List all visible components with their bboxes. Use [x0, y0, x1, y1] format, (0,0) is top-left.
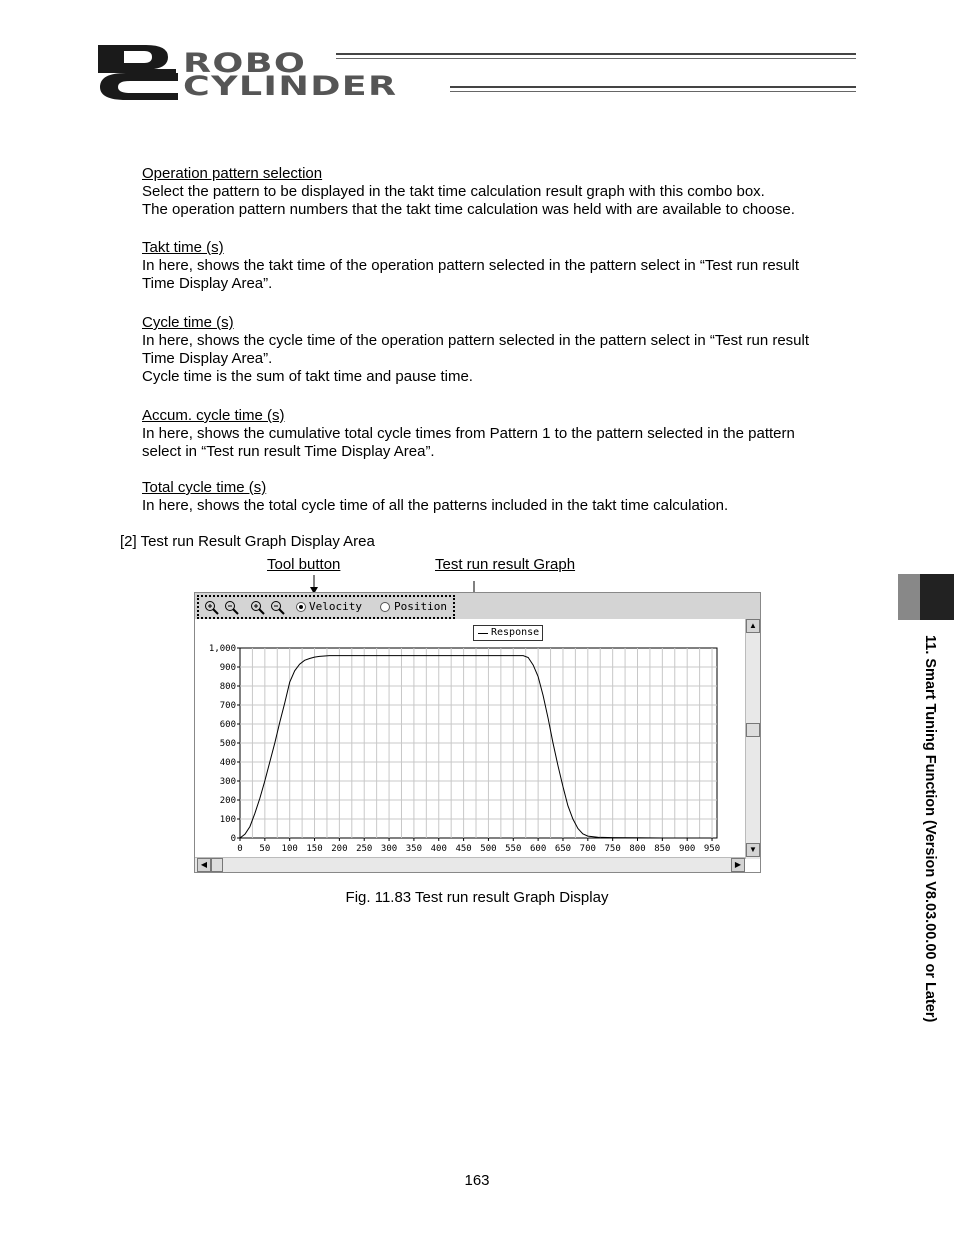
- y-tick-label: 600: [219, 720, 236, 730]
- x-tick-label: 100: [281, 844, 298, 854]
- legend-line-icon: [478, 633, 488, 634]
- rc-logo-icon: [96, 43, 180, 101]
- scroll-thumb[interactable]: [211, 858, 223, 872]
- x-tick-label: 400: [430, 844, 447, 854]
- x-tick-label: 650: [554, 844, 572, 854]
- x-tick-label: 700: [579, 844, 596, 854]
- zoom-out-x-icon[interactable]: [223, 599, 241, 615]
- section-2-title: [2] Test run Result Graph Display Area: [120, 533, 375, 550]
- section-line: In here, shows the total cycle time of all the patterns included in the takt time calculation.: [142, 497, 729, 514]
- section-line: In here, shows the cumulative total cycle times from Pattern 1 to the pattern selected in the pattern: [142, 425, 795, 442]
- figure-caption: Fig. 11.83 Test run result Graph Display: [345, 889, 609, 906]
- section-heading: Accum. cycle time (s): [142, 407, 285, 424]
- x-tick-label: 0: [237, 844, 243, 854]
- velocity-radio[interactable]: [296, 602, 306, 612]
- y-tick-label: 300: [219, 777, 236, 787]
- section-line: Time Display Area”.: [142, 275, 273, 292]
- y-tick-label: 100: [219, 815, 236, 825]
- section-line: The operation pattern numbers that the takt time calculation was held with are available to choose.: [142, 201, 795, 218]
- header-rule: [450, 86, 856, 88]
- chapter-tab: [920, 574, 954, 620]
- section-takt-time: [142, 239, 862, 293]
- velocity-label: Velocity: [309, 600, 362, 613]
- header-rule: [336, 58, 856, 59]
- callout-graph: Test run result Graph: [435, 556, 576, 573]
- y-tick-label: 0: [230, 834, 236, 844]
- section-line: select in “Test run result Time Display Area”.: [142, 443, 435, 460]
- section-heading: Total cycle time (s): [142, 479, 267, 496]
- section-heading: Takt time (s): [142, 239, 224, 256]
- x-tick-label: 200: [331, 844, 348, 854]
- x-tick-label: 900: [679, 844, 696, 854]
- x-tick-label: 50: [259, 844, 271, 854]
- x-tick-label: 500: [480, 844, 497, 854]
- zoom-in-x-icon[interactable]: [203, 599, 221, 615]
- x-tick-label: 850: [654, 844, 671, 854]
- chapter-side-label: [918, 635, 938, 1055]
- scroll-left-button[interactable]: ◀: [197, 858, 211, 872]
- section-line: Select the pattern to be displayed in the takt time calculation result graph with this combo box.: [142, 183, 765, 200]
- x-tick-label: 450: [455, 844, 472, 854]
- zoom-in-y-icon[interactable]: [249, 599, 267, 615]
- header-rule: [450, 91, 856, 92]
- chart-legend: [473, 625, 543, 641]
- section-total-cycle-time: [142, 479, 862, 515]
- graph-toolbar: [195, 593, 760, 619]
- x-tick-label: 950: [703, 844, 721, 854]
- scroll-thumb[interactable]: [746, 723, 760, 737]
- x-tick-label: 800: [629, 844, 646, 854]
- x-tick-label: 600: [529, 844, 547, 854]
- section-heading: Operation pattern selection: [142, 165, 323, 182]
- graph-window: [194, 592, 761, 873]
- y-tick-label: 1,000: [208, 644, 236, 654]
- scroll-up-button[interactable]: ▲: [746, 619, 760, 633]
- section-line: In here, shows the takt time of the operation pattern selected in the pattern select in “Test run result: [142, 257, 800, 274]
- section-operation-pattern: [142, 165, 862, 219]
- y-tick-label: 500: [219, 739, 236, 749]
- velocity-chart: [195, 619, 745, 857]
- x-tick-label: 150: [306, 844, 323, 854]
- section-line: Time Display Area”.: [142, 350, 273, 367]
- chapter-tab: [898, 574, 920, 620]
- logo-cylinder: CYLINDER: [183, 71, 398, 102]
- y-tick-label: 900: [219, 663, 236, 673]
- y-tick-label: 400: [219, 758, 236, 768]
- y-tick-label: 700: [219, 701, 236, 711]
- section-accum-cycle-time: [142, 407, 862, 461]
- x-tick-label: 550: [505, 844, 522, 854]
- x-tick-label: 250: [356, 844, 373, 854]
- section-line: Cycle time is the sum of takt time and pause time.: [142, 368, 473, 385]
- position-radio[interactable]: [380, 602, 390, 612]
- y-tick-label: 200: [219, 796, 236, 806]
- header-rule: [336, 53, 856, 55]
- section-line: In here, shows the cycle time of the operation pattern selected in the pattern select in “Test run result: [142, 332, 810, 349]
- section-cycle-time: [142, 314, 862, 386]
- callout-tool-button: Tool button: [267, 556, 341, 573]
- legend-label: Response: [491, 627, 540, 638]
- x-tick-label: 750: [604, 844, 621, 854]
- section-heading: Cycle time (s): [142, 314, 234, 331]
- vertical-scrollbar[interactable]: [745, 619, 760, 859]
- logo-robo: ROBO: [183, 48, 307, 79]
- x-tick-label: 350: [405, 844, 423, 854]
- zoom-out-y-icon[interactable]: [269, 599, 287, 615]
- horizontal-scrollbar[interactable]: [195, 857, 745, 872]
- tool-buttons-group: [197, 595, 455, 619]
- chapter-title: 11. Smart Tuning Function (Version V8.03.00.00 or Later): [922, 635, 938, 1023]
- scroll-right-button[interactable]: ▶: [731, 858, 745, 872]
- page-number: 163: [464, 1172, 490, 1189]
- x-tick-label: 300: [380, 844, 398, 854]
- position-label: Position: [394, 600, 447, 613]
- scroll-down-button[interactable]: ▼: [746, 843, 760, 857]
- y-tick-label: 800: [219, 682, 236, 692]
